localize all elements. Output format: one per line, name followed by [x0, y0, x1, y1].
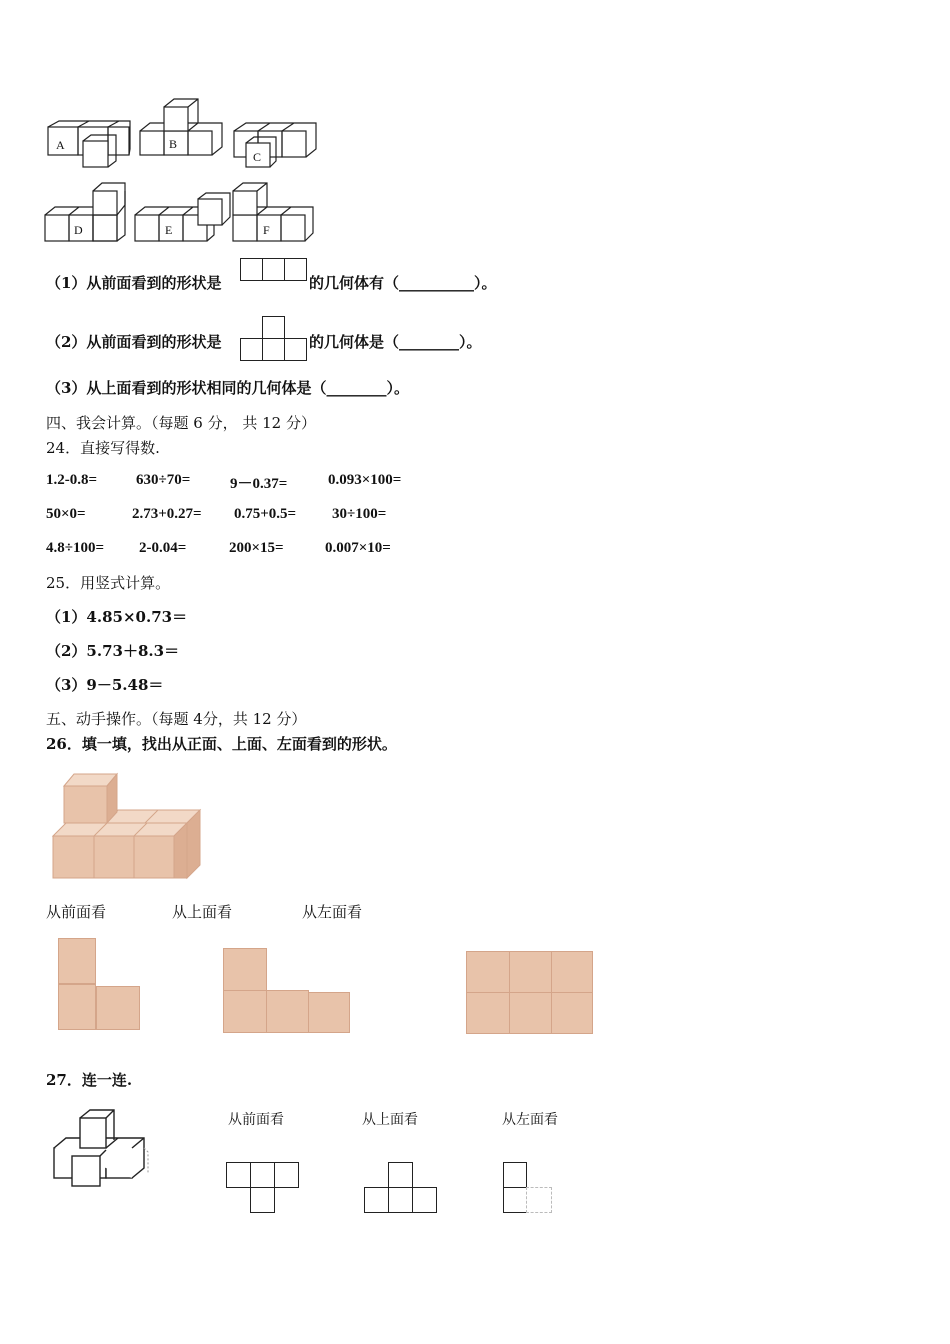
q23-part2-suffix: 的几何体是（________）。 [309, 333, 482, 351]
q24-title: 24．直接写得数. [46, 439, 160, 457]
calc-r2-c4: 30÷100= [332, 506, 387, 522]
three-square-row-icon [240, 258, 308, 281]
q23-part1-suffix: 的几何体有（__________）。 [309, 274, 497, 292]
calc-r1-c4: 0.093×100= [328, 472, 402, 488]
q27-shape-2 [364, 1162, 440, 1214]
q26-label-top: 从上面看 [172, 903, 233, 921]
figure-c [234, 123, 316, 167]
q25-item-2: （2）5.73＋8.3＝ [46, 642, 180, 660]
figure-label-b: B [169, 137, 178, 151]
q26-label-left: 从左面看 [302, 903, 363, 921]
q26-label-front: 从前面看 [46, 903, 107, 921]
q26-solid-figure [45, 770, 205, 880]
calc-r2-c1: 50×0= [46, 506, 86, 522]
q23-part1-prefix: （1）从前面看到的形状是 [46, 274, 222, 292]
figure-f [233, 183, 313, 241]
q23-part2-prefix: （2）从前面看到的形状是 [46, 333, 222, 351]
cube-figures [40, 95, 330, 245]
calc-r1-c1: 1.2-0.8= [46, 472, 98, 488]
calc-r3-c3: 200×15= [229, 540, 284, 556]
section4-heading: 四、我会计算。（每题 6 分， 共 12 分） [46, 414, 316, 432]
q27-title: 27．连一连. [46, 1071, 133, 1089]
figure-label-e: E [165, 223, 173, 237]
q27-label-left: 从左面看 [502, 1112, 558, 1128]
q27-label-top: 从上面看 [362, 1112, 418, 1128]
calc-r1-c3: 9－0.37= [230, 476, 288, 492]
figure-e [135, 193, 230, 241]
q27-label-front: 从前面看 [228, 1112, 284, 1128]
figure-label-c: C [253, 150, 262, 164]
q26-view-shape-1 [56, 938, 142, 1032]
q26-view-shape-3 [466, 951, 594, 1035]
q25-item-3: （3）9－5.48＝ [46, 676, 164, 694]
q27-shape-3 [503, 1162, 555, 1216]
figure-label-a: A [56, 138, 65, 152]
calc-r3-c2: 2-0.04= [139, 540, 187, 556]
q25-title: 25．用竖式计算。 [46, 574, 171, 592]
q23-part3: （3）从上面看到的形状相同的几何体是（________）。 [46, 379, 409, 397]
calc-r3-c4: 0.007×10= [325, 540, 391, 556]
calc-r3-c1: 4.8÷100= [46, 540, 105, 556]
q25-item-1: （1）4.85×0.73＝ [46, 608, 188, 626]
q26-view-shape-2 [223, 948, 351, 1034]
calc-r2-c3: 0.75+0.5= [234, 506, 297, 522]
q27-solid-figure [48, 1108, 158, 1190]
q27-shape-1 [226, 1162, 302, 1214]
t-shape-icon [240, 316, 308, 361]
figure-b [140, 99, 222, 155]
q26-title: 26．填一填，找出从正面、上面、左面看到的形状。 [46, 735, 397, 753]
figure-label-f: F [263, 223, 270, 237]
figure-d [45, 183, 125, 241]
calc-r2-c2: 2.73+0.27= [132, 506, 202, 522]
section5-heading: 五、动手操作。（每题 4分，共 12 分） [46, 710, 307, 728]
figure-label-d: D [74, 223, 83, 237]
calc-r1-c2: 630÷70= [136, 472, 191, 488]
